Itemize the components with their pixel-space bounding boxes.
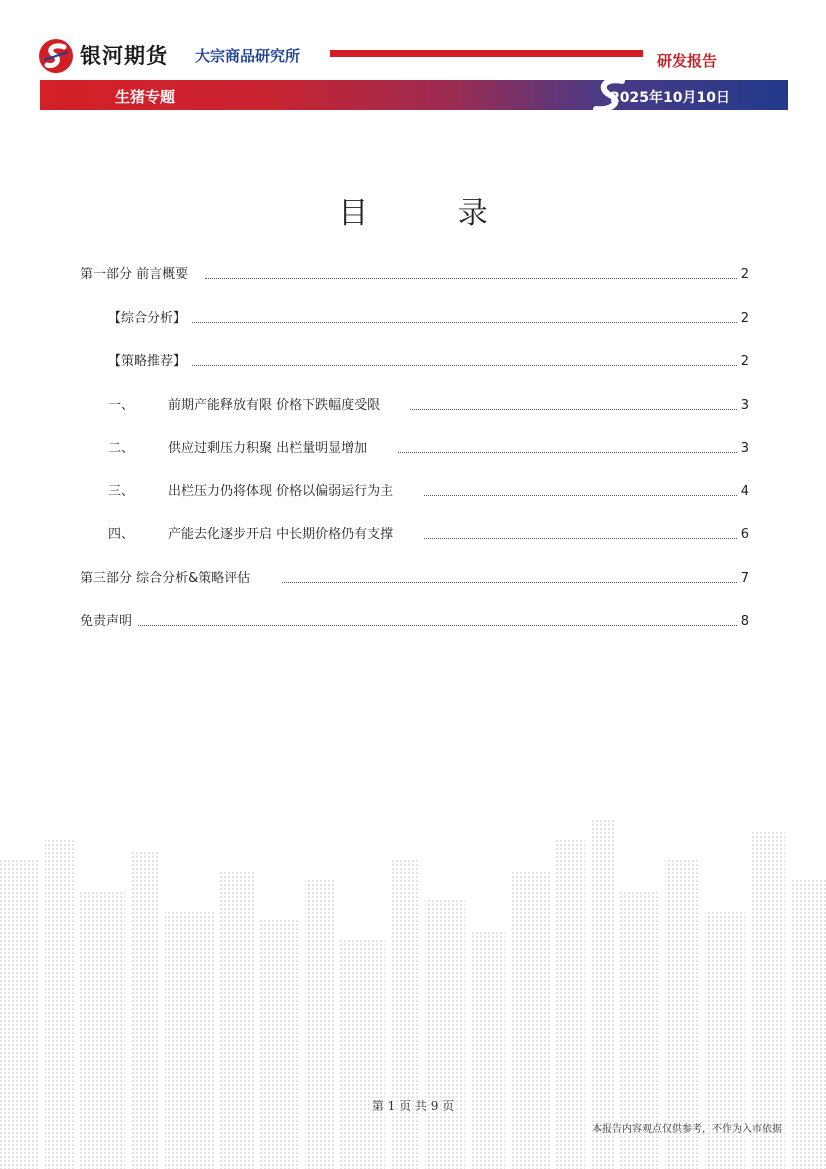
toc-entry[interactable] xyxy=(80,396,749,416)
toc-entry[interactable] xyxy=(80,352,749,372)
toc-entry-label: 【策略推荐】 xyxy=(108,352,188,372)
leader-dots xyxy=(192,322,737,323)
toc-entry-label: 【综合分析】 xyxy=(108,309,188,329)
toc-entry-page: 2 xyxy=(740,267,749,282)
leader-dots xyxy=(424,538,737,539)
toc-entry-label: 前期产能释放有限 价格下跌幅度受限 xyxy=(168,398,381,413)
toc-entry[interactable] xyxy=(80,309,749,329)
leader-dots xyxy=(282,582,737,583)
leader-dots xyxy=(205,278,737,279)
leader-dots xyxy=(424,495,737,496)
toc-title: 目 录 xyxy=(338,196,528,231)
report-date: 2025年10月10日 xyxy=(610,90,730,106)
toc-entry[interactable] xyxy=(80,439,749,459)
toc-entry-label: 出栏压力仍将体现 价格以偏弱运行为主 xyxy=(168,484,394,499)
leader-dots xyxy=(410,409,737,410)
toc-entry-number: 三、 xyxy=(108,484,135,499)
toc-entry-page: 6 xyxy=(740,527,749,542)
footer-disclaimer: 本报告内容观点仅供参考，不作为入市依据 xyxy=(592,1124,782,1135)
institute-name: 大宗商品研究所 xyxy=(195,47,301,65)
section-title: 生猪专题 xyxy=(115,88,176,106)
header-divider xyxy=(330,50,643,57)
toc-entry-page: 3 xyxy=(740,441,749,456)
toc-entry-label: 产能去化逐步开启 中长期价格仍有支撑 xyxy=(168,527,394,542)
toc-entry-page: 2 xyxy=(740,354,749,369)
galaxy-logo-icon xyxy=(38,38,74,74)
toc-entry[interactable] xyxy=(80,525,749,545)
report-type: 研发报告 xyxy=(657,52,718,70)
toc-entry[interactable] xyxy=(80,482,749,502)
toc-entry-label: 免责声明 xyxy=(80,612,134,632)
toc-entry-page: 4 xyxy=(740,484,749,499)
leader-dots xyxy=(138,625,737,626)
page-indicator: 第 1 页 共 9 页 xyxy=(371,1099,455,1113)
leader-dots xyxy=(192,365,737,366)
toc-entry-label: 第一部分 前言概要 xyxy=(80,265,190,285)
toc-entry[interactable] xyxy=(80,612,749,632)
toc-entry-label: 供应过剩压力积聚 出栏量明显增加 xyxy=(168,441,368,456)
toc-entry-page: 3 xyxy=(740,398,749,413)
toc-entry-number: 一、 xyxy=(108,398,135,413)
toc-entry[interactable] xyxy=(80,569,749,589)
toc-entry-number: 四、 xyxy=(108,527,135,542)
leader-dots xyxy=(398,452,737,453)
toc-entry-page: 2 xyxy=(740,311,749,326)
brand-name: 银河期货 xyxy=(80,44,168,68)
title-band xyxy=(40,80,788,110)
toc-entry-page: 7 xyxy=(740,571,749,586)
toc-entry-page: 8 xyxy=(740,614,749,629)
toc-entry-label: 第三部分 综合分析&策略评估 xyxy=(80,569,252,589)
toc-entry-number: 二、 xyxy=(108,441,135,456)
toc-entry[interactable] xyxy=(80,265,749,285)
